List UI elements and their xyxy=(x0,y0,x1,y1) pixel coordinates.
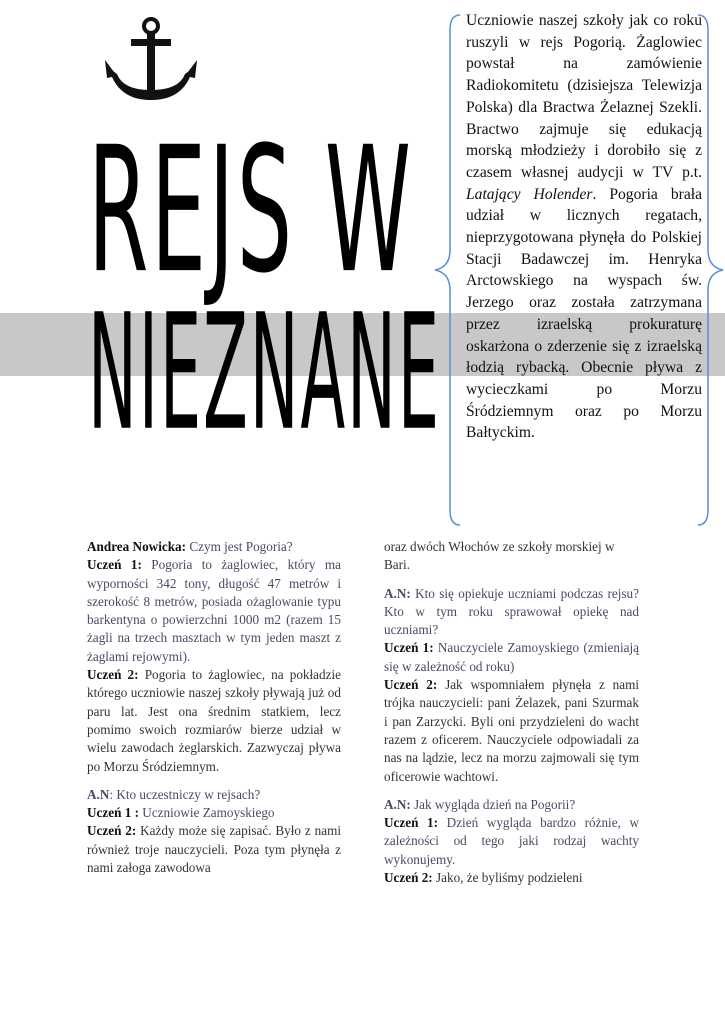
question-text: : Kto uczestniczy w rejsach? xyxy=(109,786,261,802)
intro-italic: Latający Holender xyxy=(466,185,593,203)
speaker-label: Uczeń 2: xyxy=(87,823,137,839)
intro-text-before: Uczniowie naszej szkoły jak co roku ruszyli w rejs Pogorią. Żaglowiec powstał na zamówienie Radiokomitetu (dzisiejsza Telewizja Polska) dla Bractwa Żelaznej Szekli. Bractwo zajmuje się edukacją morską młodzieży i dorobiło się z czasem własnej audycji w TV p.t. xyxy=(466,12,702,181)
speaker-label: Uczeń 2: xyxy=(384,677,438,693)
answer-text: Pogoria to żaglowiec, na pokładzie którego uczniowie naszej szkoły pływają już od paru lat. Jest ona średnim statkiem, lecz pomimo swoich rozmiarów bierze udział w wielu zawodach żeglarskich. Zazwyczaj pływa po Morzu Śródziemnym. xyxy=(87,667,341,774)
question-4 xyxy=(384,796,639,814)
title-line-2: NIEZNANE xyxy=(88,282,441,468)
speaker-label: Uczeń 1: xyxy=(384,640,434,656)
question-3 xyxy=(384,585,639,640)
question-text: Jak wygląda dzień na Pogorii? xyxy=(410,796,576,812)
answer-2 xyxy=(87,666,341,776)
speaker-label: A.N xyxy=(87,786,110,802)
answer-1 xyxy=(87,556,341,666)
answer-text: Nauczyciele Zamoyskiego (zmieniają się w zależność od roku) xyxy=(384,640,639,674)
answer-7 xyxy=(384,814,639,869)
answer-5 xyxy=(384,639,639,676)
speaker-label: Uczeń 2: xyxy=(384,870,433,886)
answer-text: Jak wspomniałem płynęła z nami trójka nauczycieli: pani Żelazek, pani Szurmak i pan Zarzycki. Byli oni przydzieleni do wacht razem z oficerem. Nauczyciele odpowiadali za nas na lądzie, lecz na morzu zajmowali się tym oficerowie wachtowi. xyxy=(384,677,639,784)
anchor-icon xyxy=(103,16,199,102)
answer-text: Pogoria to żaglowiec, który ma wyporności 342 tony, długość 47 metrów i szerokość 8 metrów, posiada ożaglowanie typu barkentyna o powierzchni 1000 m2 (razem 15 żagli na trzech masztach w tym jeden maszt z żaglami rejowymi). xyxy=(87,557,341,664)
answer-text: Dzień wygląda bardzo różnie, w zależności od tego jaki rodzaj wachty wykonujemy. xyxy=(384,815,640,867)
speaker-label: A.N: xyxy=(384,585,411,601)
answer-3 xyxy=(87,804,341,822)
title-line-1: REJS W xyxy=(88,112,414,314)
question-text: Czym jest Pogoria? xyxy=(186,539,293,554)
speaker-label: Uczeń 2: xyxy=(87,667,139,683)
speaker-label: A.N: xyxy=(384,796,411,812)
answer-text: Jako, że byliśmy podzieleni xyxy=(432,870,583,886)
interview-right-column xyxy=(384,538,639,887)
speaker-label: Andrea Nowicka: xyxy=(87,539,187,554)
intro-text xyxy=(466,10,702,444)
question-1 xyxy=(87,538,341,556)
continued-text: oraz dwóch Włochów ze szkoły morskiej w Bari. xyxy=(384,539,615,573)
interview-left-column xyxy=(87,538,341,877)
answer-6 xyxy=(384,676,639,786)
intro-text-after: . Pogoria brała udział w licznych regatach, nieprzygotowana płynęła do Polskiej Stacji Badawczej im. Henryka Arctowskiego na wyspach św. Jerzego oraz została zatrzymana przez izraelską prokuraturę oskarżona o zderzenie się z izraelską łodzią rybacką. Obecnie pływa z wycieczkami po Morzu Śródziemnym oraz po Morzu Bałtyckim. xyxy=(466,185,702,442)
speaker-label: Uczeń 1: xyxy=(384,815,439,831)
question-text: Kto się opiekuje uczniami podczas rejsu? Kto w tym roku sprawował opiekę nad uczniami? xyxy=(384,585,639,638)
question-2 xyxy=(87,786,341,804)
answer-text: Każdy może się zapisać. Było z nami również troje nauczycieli. Poza tym płynęła z nami załoga zawodowa xyxy=(87,823,341,876)
speaker-label: Uczeń 1: xyxy=(87,557,142,573)
answer-text: Uczniowie Zamoyskiego xyxy=(139,805,275,821)
answer-4 xyxy=(87,822,341,877)
answer-8 xyxy=(384,869,639,887)
speaker-label: Uczeń 1 : xyxy=(87,805,139,821)
